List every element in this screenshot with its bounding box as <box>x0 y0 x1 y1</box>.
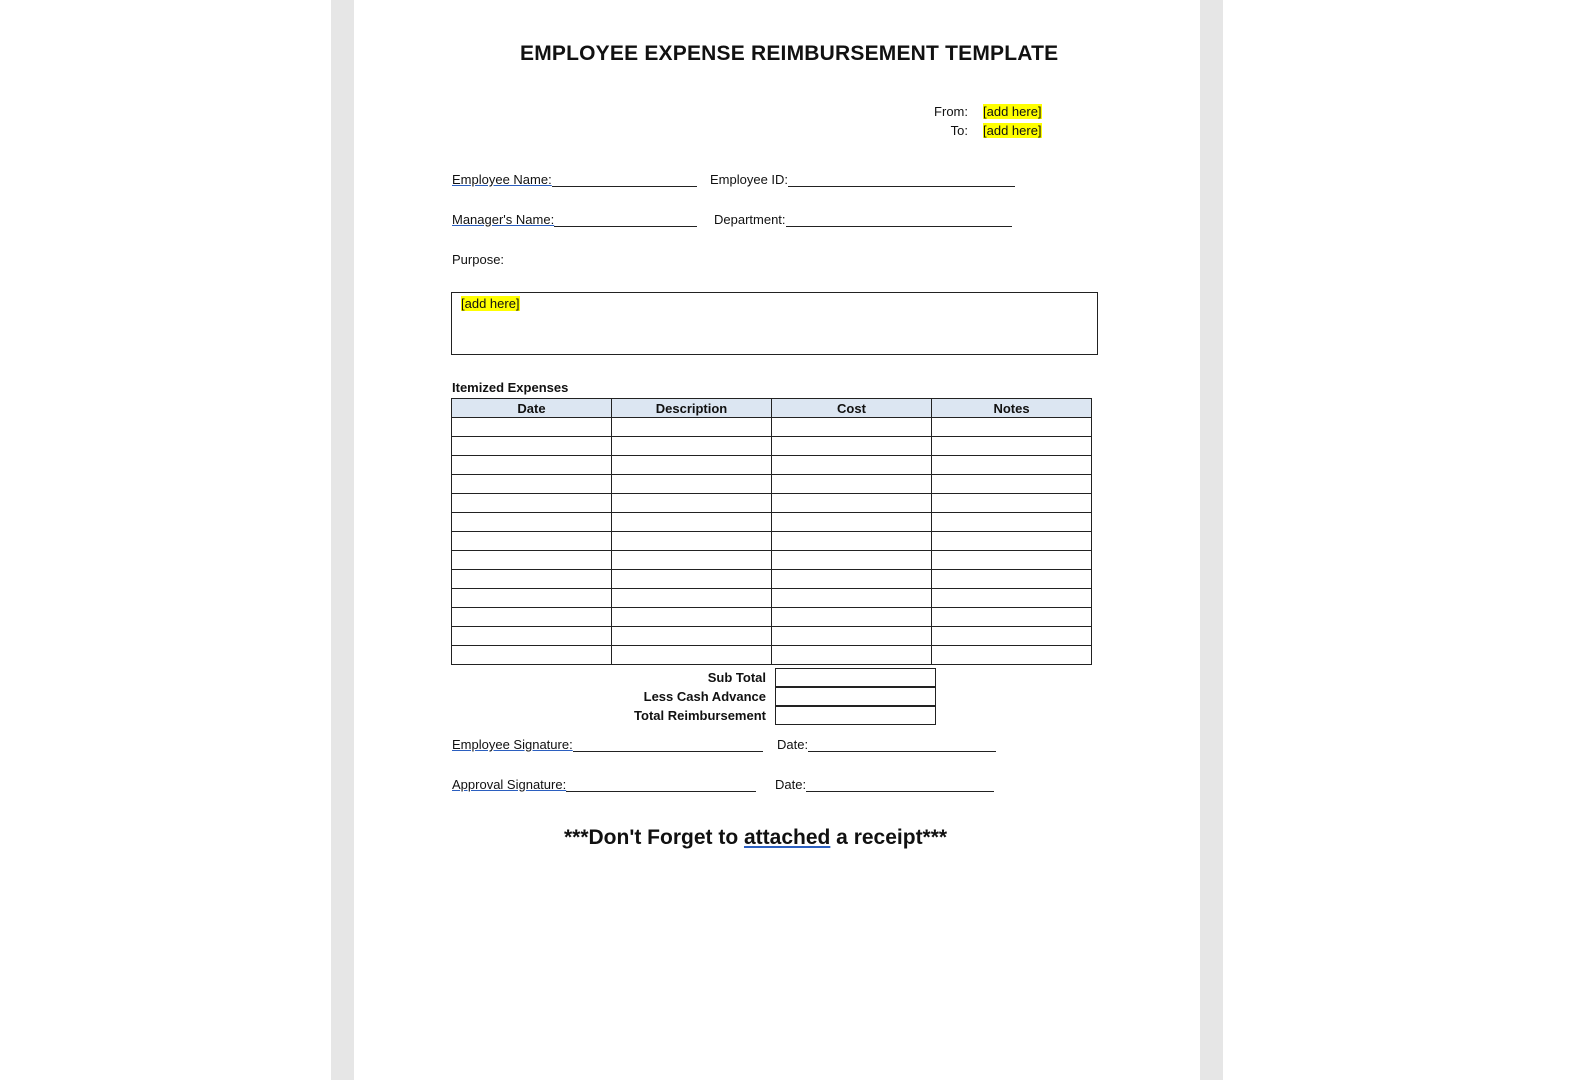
employee-name-field[interactable] <box>452 172 697 187</box>
cell-notes[interactable] <box>932 437 1092 456</box>
table-row <box>452 570 1092 589</box>
receipt-reminder <box>564 826 947 850</box>
cell-date[interactable] <box>452 494 612 513</box>
cell-date[interactable] <box>452 627 612 646</box>
cell-cost[interactable] <box>772 589 932 608</box>
employee-signature-date-field[interactable] <box>777 737 996 752</box>
cell-description[interactable] <box>612 475 772 494</box>
cell-description[interactable] <box>612 570 772 589</box>
column-notes: Notes <box>932 399 1092 418</box>
approval-signature-label: Approval Signature: <box>452 777 567 792</box>
cell-description[interactable] <box>612 494 772 513</box>
cell-cost[interactable] <box>772 513 932 532</box>
approval-signature-date-field[interactable] <box>775 777 994 792</box>
right-margin-gutter <box>1200 0 1223 1080</box>
expense-table-header <box>452 399 1092 418</box>
cell-notes[interactable] <box>932 589 1092 608</box>
table-row <box>452 589 1092 608</box>
column-description: Description <box>612 399 772 418</box>
cell-notes[interactable] <box>932 513 1092 532</box>
cell-date[interactable] <box>452 513 612 532</box>
cell-cost[interactable] <box>772 494 932 513</box>
cell-notes[interactable] <box>932 418 1092 437</box>
reminder-suffix: a receipt*** <box>830 826 948 849</box>
cell-description[interactable] <box>612 589 772 608</box>
total-reimbursement-row <box>451 706 936 725</box>
cell-cost[interactable] <box>772 551 932 570</box>
cell-notes[interactable] <box>932 646 1092 665</box>
cell-date[interactable] <box>452 456 612 475</box>
department-label: Department: <box>714 212 786 227</box>
cell-description[interactable] <box>612 646 772 665</box>
column-cost: Cost <box>772 399 932 418</box>
to-value[interactable]: [add here] <box>983 123 1042 138</box>
cell-description[interactable] <box>612 513 772 532</box>
cell-date[interactable] <box>452 608 612 627</box>
purpose-label: Purpose: <box>452 252 505 267</box>
cell-cost[interactable] <box>772 437 932 456</box>
cell-cost[interactable] <box>772 456 932 475</box>
cash-advance-row <box>451 687 936 706</box>
cell-notes[interactable] <box>932 627 1092 646</box>
table-row <box>452 608 1092 627</box>
table-row <box>452 513 1092 532</box>
total-reimbursement-label: Total Reimbursement <box>634 708 766 723</box>
cash-advance-label: Less Cash Advance <box>643 689 766 704</box>
cell-description[interactable] <box>612 456 772 475</box>
left-margin-gutter <box>331 0 354 1080</box>
cell-description[interactable] <box>612 437 772 456</box>
subtotal-cell[interactable] <box>775 668 936 687</box>
cell-notes[interactable] <box>932 608 1092 627</box>
cell-date[interactable] <box>452 551 612 570</box>
table-row <box>452 437 1092 456</box>
cell-cost[interactable] <box>772 608 932 627</box>
cell-description[interactable] <box>612 418 772 437</box>
employee-id-field[interactable] <box>710 172 1015 187</box>
cell-description[interactable] <box>612 627 772 646</box>
cell-description[interactable] <box>612 608 772 627</box>
table-row <box>452 646 1092 665</box>
cell-date[interactable] <box>452 437 612 456</box>
department-field[interactable] <box>714 212 1012 227</box>
approval-signature-field[interactable] <box>452 777 756 792</box>
manager-name-field[interactable] <box>452 212 697 227</box>
subtotal-label: Sub Total <box>707 670 766 685</box>
reminder-prefix: ***Don't Forget to <box>564 826 744 849</box>
cell-cost[interactable] <box>772 475 932 494</box>
cell-date[interactable] <box>452 570 612 589</box>
total-reimbursement-cell[interactable] <box>775 706 936 725</box>
cell-description[interactable] <box>612 551 772 570</box>
employee-name-label: Employee Name: <box>452 172 552 187</box>
table-row <box>452 475 1092 494</box>
employee-signature-field[interactable] <box>452 737 763 752</box>
cash-advance-cell[interactable] <box>775 687 936 706</box>
cell-cost[interactable] <box>772 646 932 665</box>
cell-date[interactable] <box>452 532 612 551</box>
cell-notes[interactable] <box>932 570 1092 589</box>
cell-date[interactable] <box>452 646 612 665</box>
cell-cost[interactable] <box>772 418 932 437</box>
cell-cost[interactable] <box>772 627 932 646</box>
cell-notes[interactable] <box>932 551 1092 570</box>
employee-id-label: Employee ID: <box>710 172 789 187</box>
table-row <box>452 627 1092 646</box>
table-row <box>452 494 1092 513</box>
table-row <box>452 551 1092 570</box>
table-row <box>452 456 1092 475</box>
cell-date[interactable] <box>452 418 612 437</box>
from-label: From: <box>934 104 968 119</box>
cell-date[interactable] <box>452 589 612 608</box>
cell-notes[interactable] <box>932 494 1092 513</box>
cell-description[interactable] <box>612 532 772 551</box>
purpose-placeholder: [add here] <box>461 296 520 311</box>
table-row <box>452 532 1092 551</box>
document-title: EMPLOYEE EXPENSE REIMBURSEMENT TEMPLATE <box>520 42 1059 65</box>
cell-notes[interactable] <box>932 532 1092 551</box>
approval-signature-date-label: Date: <box>775 777 807 792</box>
cell-cost[interactable] <box>772 570 932 589</box>
reminder-underlined: attached <box>743 826 831 849</box>
cell-date[interactable] <box>452 475 612 494</box>
manager-name-label: Manager's Name: <box>452 212 555 227</box>
expense-table <box>451 398 1092 665</box>
column-date: Date <box>452 399 612 418</box>
employee-signature-label: Employee Signature: <box>452 737 573 752</box>
cell-cost[interactable] <box>772 532 932 551</box>
employee-signature-date-label: Date: <box>777 737 809 752</box>
table-row <box>452 418 1092 437</box>
cell-notes[interactable] <box>932 456 1092 475</box>
purpose-box[interactable] <box>451 292 1098 355</box>
to-label: To: <box>950 123 968 138</box>
subtotal-row <box>451 668 936 687</box>
from-value[interactable]: [add here] <box>983 104 1042 119</box>
cell-notes[interactable] <box>932 475 1092 494</box>
itemized-expenses-title: Itemized Expenses <box>452 380 569 395</box>
